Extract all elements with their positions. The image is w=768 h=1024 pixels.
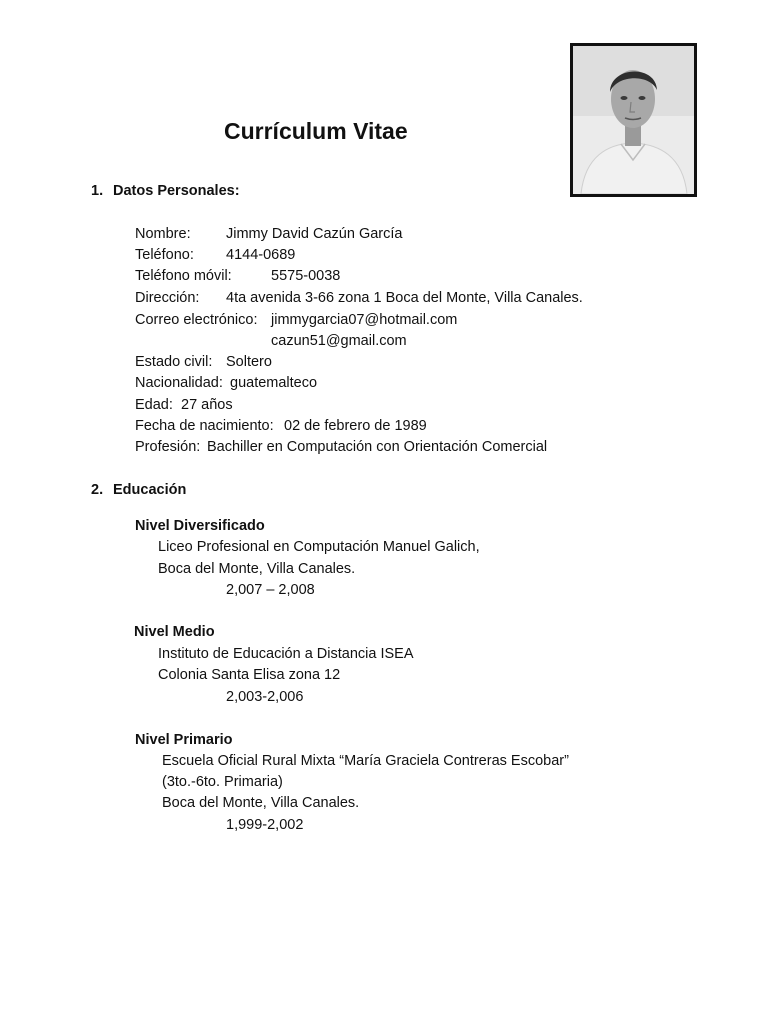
nationality-label: Nacionalidad: — [135, 375, 223, 391]
profession-value: Bachiller en Computación con Orientación Comercial — [207, 439, 548, 455]
email-label: Correo electrónico: — [135, 312, 258, 328]
person-photo-icon — [573, 46, 694, 194]
phone-label: Teléfono: — [135, 247, 194, 263]
education-diversificado-location: Boca del Monte, Villa Canales. — [158, 561, 356, 577]
name-value: Jimmy David Cazún García — [226, 226, 403, 242]
mobile-value: 5575-0038 — [271, 268, 341, 284]
section-2-heading: Educación — [113, 482, 187, 498]
education-primario-heading: Nivel Primario — [135, 732, 233, 748]
profile-photo — [570, 43, 697, 197]
education-diversificado-school: Liceo Profesional en Computación Manuel Galich, — [158, 539, 480, 555]
education-diversificado-years: 2,007 – 2,008 — [226, 582, 315, 598]
education-primario-years: 1,999-2,002 — [226, 817, 304, 833]
address-value: 4ta avenida 3-66 zona 1 Boca del Monte, Villa Canales. — [226, 290, 583, 306]
nationality-value: guatemalteco — [230, 375, 318, 391]
education-medio-heading: Nivel Medio — [134, 624, 215, 640]
age-value: 27 años — [181, 397, 233, 413]
mobile-label: Teléfono móvil: — [135, 268, 232, 284]
name-label: Nombre: — [135, 226, 191, 242]
birth-date-value: 02 de febrero de 1989 — [284, 418, 427, 434]
education-diversificado-heading: Nivel Diversificado — [135, 518, 265, 534]
education-medio-years: 2,003-2,006 — [226, 689, 304, 705]
education-primario-location: Boca del Monte, Villa Canales. — [162, 795, 360, 811]
email-value-2: cazun51@gmail.com — [271, 333, 407, 349]
education-medio-location: Colonia Santa Elisa zona 12 — [158, 667, 341, 683]
age-label: Edad: — [135, 397, 173, 413]
section-1-heading: Datos Personales: — [113, 183, 240, 199]
birth-date-label: Fecha de nacimiento: — [135, 418, 274, 434]
section-1-number: 1. — [91, 183, 104, 199]
email-value-1: jimmygarcia07@hotmail.com — [271, 312, 458, 328]
civil-status-value: Soltero — [226, 354, 272, 370]
education-primario-grades: (3to.-6to. Primaria) — [162, 774, 283, 790]
section-2-number: 2. — [91, 482, 104, 498]
profession-label: Profesión: — [135, 439, 201, 455]
address-label: Dirección: — [135, 290, 200, 306]
page-title: Currículum Vitae — [224, 118, 408, 144]
education-primario-school: Escuela Oficial Rural Mixta “María Graciela Contreras Escobar” — [162, 753, 569, 769]
education-medio-school: Instituto de Educación a Distancia ISEA — [158, 646, 414, 662]
civil-status-label: Estado civil: — [135, 354, 213, 370]
phone-value: 4144-0689 — [226, 247, 296, 263]
